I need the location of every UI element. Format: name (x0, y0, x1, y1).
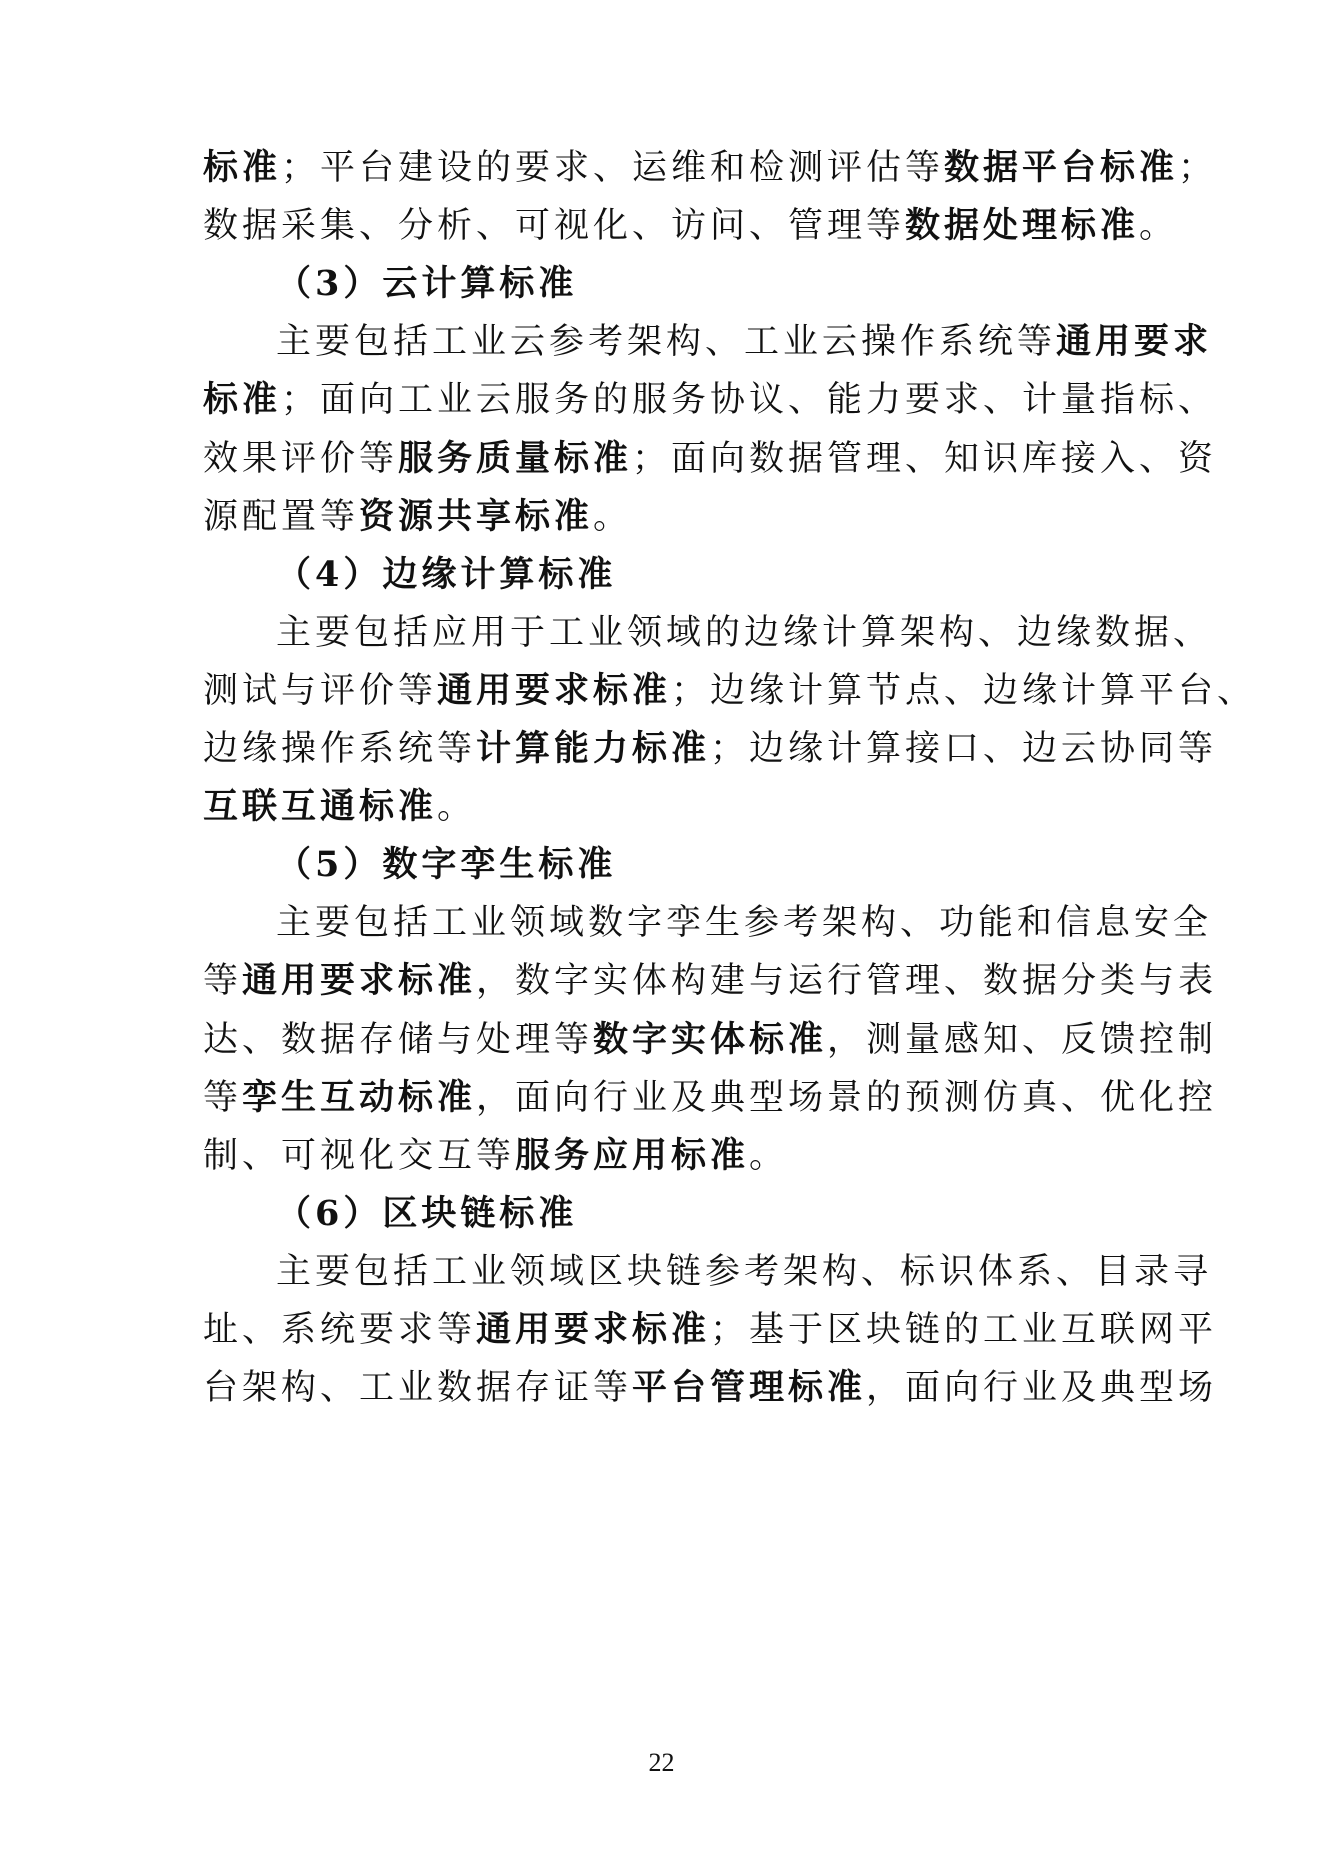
section-heading (276, 255, 976, 313)
bold-term: （3）云计算标准 (276, 263, 578, 304)
text-line (203, 371, 1218, 429)
text-run: 达、数据存储与处理等 (203, 1020, 594, 1060)
text-run: 。 (593, 497, 633, 537)
text-line (203, 952, 1218, 1010)
text-line (203, 1127, 1123, 1185)
text-line (203, 1069, 1218, 1127)
section-heading (276, 836, 976, 894)
text-run: ；边缘计算接口、边云协同等 (710, 729, 1218, 769)
bold-term: 孪生互动标准 (242, 1077, 477, 1118)
text-run: 主要包括工业云参考架构、工业云操作系统等 (276, 322, 1057, 362)
page-number: 22 (648, 1748, 675, 1777)
text-line (203, 1011, 1218, 1069)
section-heading (276, 546, 976, 604)
bold-term: 服务质量标准 (398, 438, 633, 479)
bold-term: （6）区块链标准 (276, 1193, 578, 1234)
text-run: ，面向行业及典型场景的预测仿真、优化控 (476, 1078, 1218, 1118)
text-run: 等 (203, 1078, 243, 1118)
text-run: 。 (749, 1136, 789, 1176)
text-run: 。 (1139, 206, 1179, 246)
bold-term: 标准 (203, 379, 282, 420)
text-run: ；面向数据管理、知识库接入、资 (632, 439, 1218, 479)
text-run: ；基于区块链的工业互联网平 (710, 1310, 1218, 1350)
text-run: ，测量感知、反馈控制 (827, 1020, 1218, 1060)
text-line (276, 604, 1213, 662)
text-line (203, 720, 1218, 778)
text-run: ；边缘计算节点、边缘计算平台、 (671, 671, 1257, 711)
bold-term: 通用要求 (1056, 321, 1213, 362)
text-run: 。 (437, 787, 477, 827)
text-line (203, 197, 1179, 255)
bold-term: 数据处理标准 (905, 205, 1140, 246)
text-line (203, 1301, 1218, 1359)
bold-term: 通用要求标准 (242, 960, 477, 1001)
text-line (276, 1243, 1213, 1301)
text-line (276, 313, 1213, 371)
text-line (203, 662, 1257, 720)
section-heading (276, 1185, 976, 1243)
text-run: 数据采集、分析、可视化、访问、管理等 (203, 206, 906, 246)
bold-term: 通用要求标准 (476, 1309, 711, 1350)
bold-term: 通用要求标准 (437, 670, 672, 711)
text-run: 主要包括工业领域数字孪生参考架构、功能和信息安全 (276, 903, 1213, 943)
text-line (276, 894, 1213, 952)
text-run: 边缘操作系统等 (203, 729, 477, 769)
text-line (203, 430, 1218, 488)
bold-term: 服务应用标准 (515, 1135, 750, 1176)
text-line (203, 139, 1218, 197)
text-run: 制、可视化交互等 (203, 1136, 516, 1176)
bold-term: （4）边缘计算标准 (276, 554, 617, 595)
text-run: ，面向行业及典型场 (866, 1368, 1218, 1408)
bold-term: 标准 (203, 147, 282, 188)
bold-term: 数据平台标准 (944, 147, 1179, 188)
bold-term: 平台管理标准 (632, 1367, 867, 1408)
text-line (203, 488, 1123, 546)
text-run: 主要包括应用于工业领域的边缘计算架构、边缘数据、 (276, 613, 1213, 653)
text-run: ，数字实体构建与运行管理、数据分类与表 (476, 961, 1218, 1001)
bold-term: （5）数字孪生标准 (276, 844, 617, 885)
text-run: 台架构、工业数据存证等 (203, 1368, 633, 1408)
bold-term: 数字实体标准 (593, 1019, 828, 1060)
text-line (203, 778, 1123, 836)
text-line (203, 1359, 1218, 1417)
text-run: 测试与评价等 (203, 671, 438, 711)
text-run: ；面向工业云服务的服务协议、能力要求、计量指标、 (281, 380, 1218, 420)
text-run: 源配置等 (203, 497, 360, 537)
text-run: 等 (203, 961, 243, 1001)
text-run: 址、系统要求等 (203, 1310, 477, 1350)
text-run: ；平台建设的要求、运维和检测评估等 (281, 148, 945, 188)
text-run: ； (1178, 148, 1218, 188)
text-run: 效果评价等 (203, 439, 399, 479)
bold-term: 计算能力标准 (476, 728, 711, 769)
bold-term: 资源共享标准 (359, 496, 594, 537)
bold-term: 互联互通标准 (203, 786, 438, 827)
text-run: 主要包括工业领域区块链参考架构、标识体系、目录寻 (276, 1252, 1213, 1292)
